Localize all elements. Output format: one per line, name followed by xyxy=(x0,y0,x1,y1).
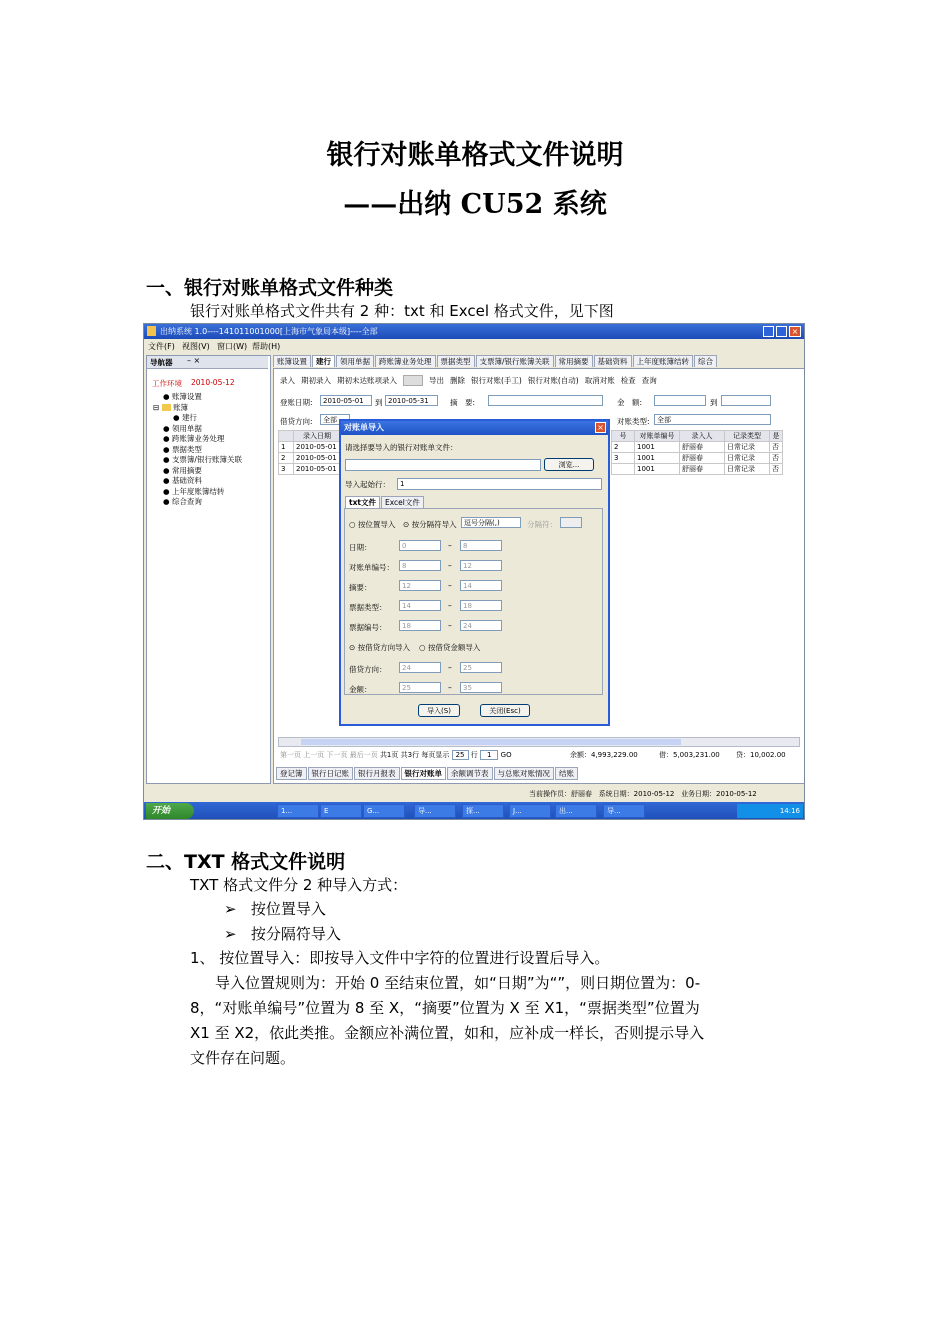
table-row[interactable]: 2 2010-05-01 xyxy=(279,453,341,464)
separator-select[interactable]: 逗号分隔(,) xyxy=(461,517,521,528)
sep-char-input[interactable] xyxy=(560,517,582,528)
tab-register[interactable]: 登记簿 xyxy=(276,767,307,780)
radio-by-amount[interactable]: ○ 按借贷金额导入 xyxy=(419,643,481,652)
pos-label: 日期： xyxy=(349,543,372,552)
pos-from-input[interactable]: 8 xyxy=(399,560,441,571)
tab-close-account[interactable]: 结账 xyxy=(555,767,578,780)
menu-help[interactable]: 帮助(H) xyxy=(252,342,281,351)
taskbar-item[interactable]: 出... xyxy=(555,804,597,818)
navigator-header xyxy=(147,356,268,369)
section2-heading: 二、TXT 格式文件说明 xyxy=(146,851,346,873)
tree-item[interactable]: ● 上年度账簿结转 xyxy=(163,486,225,496)
app-window-title: 出纳系统 1.0----141011001000[上海市气象局本级]----全部 xyxy=(160,327,378,336)
start-button[interactable]: 开始 xyxy=(146,803,194,819)
para-line: X1 至 X2，依此类推。金额应补满位置，如和，应补成一样长，否则提示导入 xyxy=(190,1024,705,1042)
status-biz-date: 业务日期：2010-05-12 xyxy=(681,790,757,798)
bullet-item: ➢ 按位置导入 xyxy=(224,900,326,918)
date-label: 登账日期: xyxy=(280,398,313,407)
pos-from-input[interactable]: 12 xyxy=(399,580,441,591)
dir-label: 金额： xyxy=(349,685,372,694)
dialog-close-icon[interactable]: × xyxy=(595,422,606,433)
bullet-item: ➢ 按分隔符导入 xyxy=(224,925,341,943)
tree-item[interactable]: ● 票据类型 xyxy=(163,444,202,454)
tab-receipts[interactable]: 领用单据 xyxy=(336,355,374,367)
pager-first[interactable]: 第一页 xyxy=(280,751,301,759)
tree-item[interactable]: ● 建行 xyxy=(173,413,197,422)
tree-item[interactable]: ● 领用单据 xyxy=(163,423,202,433)
pager-prev[interactable]: 上一页 xyxy=(303,751,325,759)
pos-from-input[interactable]: 0 xyxy=(399,540,441,551)
tree-item[interactable]: ● 综合查询 xyxy=(163,497,202,506)
btn-recon-auto[interactable]: 银行对账(自动) xyxy=(527,376,579,385)
dir-from-input[interactable]: 24 xyxy=(399,662,441,673)
pager-row-unit: 行 xyxy=(470,751,478,759)
radio-by-separator[interactable]: ⊙ 按分隔符导入 xyxy=(403,520,457,529)
taskbar-item[interactable]: 导... xyxy=(414,804,456,818)
doc-subtitle: ——出纳 CU52 系统 xyxy=(343,189,607,220)
minimize-icon[interactable] xyxy=(763,326,774,337)
amount-to-input[interactable] xyxy=(721,395,771,406)
tree-item[interactable]: ● 账簿设置 xyxy=(163,392,202,401)
btn-disabled[interactable] xyxy=(403,375,423,386)
start-row-input[interactable]: 1 xyxy=(397,478,602,490)
sep-char-label: 分隔符： xyxy=(527,520,557,529)
tab-balance-adjust[interactable]: 余额调节表 xyxy=(447,767,493,780)
date-from-input[interactable]: 2010-05-01 xyxy=(320,395,372,406)
menu-view[interactable]: 视图(V) xyxy=(182,342,210,351)
grid-header-row: 号 对账单编号 录入人 记录类型 是 xyxy=(612,431,783,442)
pager-page-input[interactable]: 1 xyxy=(480,750,498,760)
menu-file[interactable]: 文件(F) xyxy=(148,342,175,351)
close-button[interactable]: 关闭(Esc) xyxy=(480,704,530,717)
taskbar-item[interactable]: 1... xyxy=(277,804,319,818)
tab-bank-statement[interactable]: 银行对账单 xyxy=(401,767,447,780)
debit-total: 借：5,003,231.00 xyxy=(659,751,720,759)
range-dash: – xyxy=(448,621,452,630)
para-line: 文件存在问题。 xyxy=(190,1049,296,1067)
work-env-label: 工作环境 xyxy=(152,379,182,388)
pager xyxy=(280,750,512,760)
bottom-tabs xyxy=(276,767,579,780)
section1-text: 银行对账单格式文件共有 2 种：txt 和 Excel 格式文件，见下图 xyxy=(190,302,614,320)
doc-title: 银行对账单格式文件说明 xyxy=(326,140,624,171)
status-bar xyxy=(529,789,757,799)
date-to-label: 到 xyxy=(375,398,383,407)
tree-item[interactable]: ● 跨账簿业务处理 xyxy=(163,434,225,443)
dir-from-input[interactable]: 25 xyxy=(399,682,441,693)
para-line: 导入位置规则为：开始 0 至结束位置，如“日期”为“”，则日期位置为：0- xyxy=(215,974,701,992)
tab-cross-book[interactable]: 跨账簿业务处理 xyxy=(375,355,436,367)
system-tray xyxy=(737,804,803,818)
tab-bill-types[interactable]: 票据类型 xyxy=(437,355,475,367)
file-path-input[interactable] xyxy=(345,459,541,471)
pos-label: 摘要： xyxy=(349,583,372,592)
tree-item[interactable]: ● 基础资料 xyxy=(163,476,202,485)
import-button[interactable]: 导入(S) xyxy=(418,704,460,717)
tab-basic-data[interactable]: 基础资料 xyxy=(594,355,632,367)
direction-label: 借贷方向: xyxy=(280,417,313,426)
taskbar-item[interactable]: J... xyxy=(509,804,551,818)
tab-query[interactable]: 综合 xyxy=(694,355,717,367)
taskbar xyxy=(144,802,804,820)
recon-type-label: 对账类型: xyxy=(617,417,650,426)
pos-label: 票据编号： xyxy=(349,623,387,632)
taskbar-item[interactable]: 探... xyxy=(462,804,504,818)
main-tabs xyxy=(273,355,803,367)
range-dash: – xyxy=(448,541,452,550)
app-screenshot xyxy=(143,323,805,820)
import-dialog xyxy=(339,419,610,726)
radio-by-direction[interactable]: ⊙ 按借贷方向导入 xyxy=(349,643,411,652)
amount-from-input[interactable] xyxy=(654,395,706,406)
summary-label: 摘 要: xyxy=(450,398,476,407)
balance-total: 余额：4,993,229.00 xyxy=(570,751,638,759)
pos-to-input[interactable]: 18 xyxy=(460,600,502,611)
pos-to-input[interactable]: 8 xyxy=(460,540,502,551)
tree-item[interactable]: ● 常用摘要 xyxy=(163,465,202,475)
pos-from-input[interactable]: 18 xyxy=(399,620,441,631)
dir-to-input[interactable]: 35 xyxy=(460,682,502,693)
nav-tree xyxy=(151,392,242,508)
tree-item[interactable]: ● 支票簿/银行账簿关联 xyxy=(163,455,242,464)
status-sys-date: 系统日期：2010-05-12 xyxy=(598,790,675,798)
close-icon[interactable]: × xyxy=(789,326,801,337)
tab-year-carry[interactable]: 上年度账簿结转 xyxy=(633,355,694,367)
tab-account-settings[interactable]: 账簿设置 xyxy=(273,355,311,367)
pager-last[interactable]: 最后一页 xyxy=(349,751,378,759)
status-operator: 当前操作员：舒丽春 xyxy=(529,790,592,798)
amount-label: 金 额: xyxy=(617,398,643,407)
pager-per-page-input[interactable]: 25 xyxy=(452,750,469,760)
date-to-input[interactable]: 2010-05-31 xyxy=(385,395,438,406)
pager-per-page-label: 每页显示 xyxy=(421,751,450,759)
bullet-arrow-icon: ➢ xyxy=(224,925,237,943)
btn-entry[interactable]: 录入 xyxy=(280,376,295,385)
credit-total: 贷：10,002.00 xyxy=(736,751,786,759)
dir-to-input[interactable]: 25 xyxy=(460,662,502,673)
navigator-panel xyxy=(146,355,271,784)
taskbar-item[interactable]: G... xyxy=(363,804,405,818)
section1-heading: 一、银行对账单格式文件种类 xyxy=(146,277,394,299)
taskbar-item[interactable]: 导... xyxy=(603,804,645,818)
dialog-titlebar xyxy=(341,421,608,435)
pager-pages: 共1页 xyxy=(379,751,399,759)
table-row[interactable]: 1001 舒丽春 日常记录 否 xyxy=(612,464,783,475)
item1-text: 1、 按位置导入：即按导入文件中字符的位置进行设置后导入。 xyxy=(190,949,610,967)
range-dash: – xyxy=(448,601,452,610)
pager-rows: 共3行 xyxy=(400,751,420,759)
table-row[interactable]: 3 2010-05-01 xyxy=(279,464,341,475)
tree-item[interactable]: ⊟ 账簿 xyxy=(153,402,189,412)
pager-go-button[interactable]: GO xyxy=(500,751,512,759)
clock: 14:16 xyxy=(779,807,800,815)
tab-common-summary[interactable]: 常用摘要 xyxy=(555,355,593,367)
range-dash: – xyxy=(448,561,452,570)
pager-next[interactable]: 下一页 xyxy=(326,751,348,759)
pos-to-input[interactable]: 24 xyxy=(460,620,502,631)
btn-export[interactable]: 导出 xyxy=(429,376,444,385)
table-row[interactable]: 1 2010-05-01 xyxy=(279,442,341,453)
scrollbar-thumb[interactable] xyxy=(301,739,681,745)
table-row[interactable]: 3 1001 舒丽春 日常记录 否 xyxy=(612,453,783,464)
recon-type-select[interactable]: 全部 xyxy=(654,414,771,425)
tab-ccb[interactable]: 建行 xyxy=(312,355,335,367)
range-dash: – xyxy=(448,581,452,590)
pos-to-input[interactable]: 14 xyxy=(460,580,502,591)
tab-excel[interactable]: Excel文件 xyxy=(381,496,424,509)
amount-to-label: 到 xyxy=(710,398,718,407)
dialog-title: 对账单导入 xyxy=(344,423,384,432)
btn-check[interactable]: 检查 xyxy=(620,376,636,385)
pos-from-input[interactable]: 14 xyxy=(399,600,441,611)
direction-select[interactable]: 全部 xyxy=(320,414,350,425)
pos-to-input[interactable]: 12 xyxy=(460,560,502,571)
app-titlebar xyxy=(144,324,804,339)
toolbar xyxy=(280,375,663,386)
folder-icon xyxy=(162,404,171,411)
section2-text: TXT 格式文件分 2 种导入方式： xyxy=(190,876,408,894)
btn-cancel-recon[interactable]: 取消对账 xyxy=(584,376,615,385)
navigator-title: 导航器 xyxy=(150,358,173,367)
grid-col-header: 录入日期 xyxy=(294,431,341,442)
maximize-icon[interactable] xyxy=(776,326,787,337)
dialog-choose-label: 请选择要导入的银行对账单文件： xyxy=(345,443,458,452)
summary-input[interactable] xyxy=(488,395,603,406)
tab-cheque-link[interactable]: 支票簿/银行账簿关联 xyxy=(476,355,554,367)
work-env-date: 2010-05-12 xyxy=(191,378,235,387)
navigator-close-icon[interactable]: – × xyxy=(187,356,201,365)
radio-by-position[interactable]: ○ 按位置导入 xyxy=(349,520,396,529)
pos-label: 票据类型： xyxy=(349,603,387,612)
btn-opening-entry[interactable]: 期初录入 xyxy=(301,376,331,385)
tab-bank-journal[interactable]: 银行日记账 xyxy=(308,767,354,780)
pos-label: 对账单编号： xyxy=(349,563,394,572)
grid-col-header xyxy=(279,431,294,442)
taskbar-item[interactable]: E xyxy=(320,804,362,818)
tab-txt[interactable]: txt文件 xyxy=(345,496,380,509)
browse-button[interactable]: 浏览... xyxy=(544,458,594,471)
btn-delete[interactable]: 删除 xyxy=(450,376,465,385)
range-dash: – xyxy=(448,683,452,692)
data-grid-right xyxy=(611,430,783,475)
bullet-arrow-icon: ➢ xyxy=(224,900,237,918)
grid-header-row xyxy=(279,431,341,442)
app-menubar xyxy=(144,340,804,353)
table-row[interactable]: 2 1001 舒丽春 日常记录 否 xyxy=(612,442,783,453)
para-line: 8，“对账单编号”位置为 8 至 X，“摘要”位置为 X 至 X1，“票据类型”位置为 xyxy=(190,999,700,1017)
data-grid-left xyxy=(278,430,341,475)
btn-opening-unreached[interactable]: 期初未达账项录入 xyxy=(337,376,397,385)
menu-window[interactable]: 窗口(W) xyxy=(217,342,248,351)
btn-query[interactable]: 查询 xyxy=(641,376,657,385)
btn-recon-manual[interactable]: 银行对账(手工) xyxy=(471,376,522,385)
tab-ledger-recon[interactable]: 与总账对账情况 xyxy=(494,767,555,780)
dir-label: 借贷方向： xyxy=(349,665,387,674)
tab-bank-monthly[interactable]: 银行月报表 xyxy=(354,767,400,780)
start-row-label: 导入起始行： xyxy=(345,480,390,489)
app-icon xyxy=(147,326,156,336)
range-dash: – xyxy=(448,663,452,672)
horizontal-scrollbar[interactable] xyxy=(278,737,800,747)
